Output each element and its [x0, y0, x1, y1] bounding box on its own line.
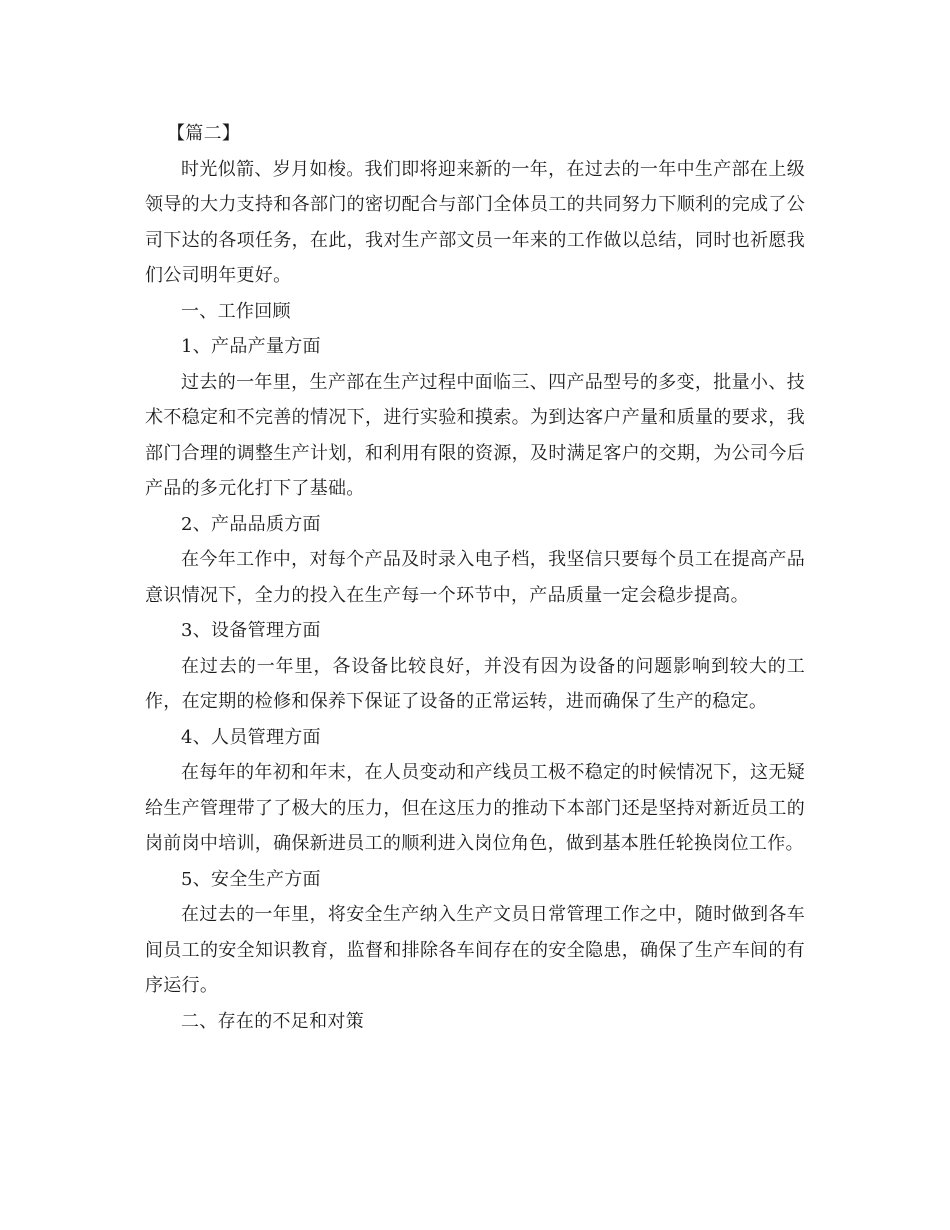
item3-paragraph: 在过去的一年里，各设备比较良好，并没有因为设备的问题影响到较大的工作，在定期的检修和保养下保证了设备的正常运转，进而确保了生产的稳定。: [145, 655, 805, 712]
item3-heading: 3、设备管理方面: [181, 620, 321, 641]
intro-paragraph: 时光似箭、岁月如梭。我们即将迎来新的一年，在过去的一年中生产部在上级领导的大力支持和各部门的密切配合与部门全体员工的共同努力下顺利的完成了公司下达的各项任务，在此，我对生产部文员一年来的工作做以总结，同时也祈愿我们公司明年更好。: [145, 158, 805, 286]
item1-heading: 1、产品产量方面: [181, 336, 321, 357]
item5-heading: 5、安全生产方面: [181, 868, 321, 890]
item2-paragraph: 在今年工作中，对每个产品及时录入电子档，我坚信只要每个员工在提高产品意识情况下，全力的投入在生产每一个环节中，产品质量一定会稳步提高。: [145, 549, 805, 606]
item4-paragraph: 在每年的年初和年末，在人员变动和产线员工极不稳定的时候情况下，这无疑给生产管理带了了极大的压力，但在这压力的推动下本部门还是坚持对新近员工的岗前岗中培训，确保新进员工的顺利进入岗位角色，做到基本胜任轮换岗位工作。: [145, 762, 805, 854]
item2-heading: 2、产品品质方面: [181, 513, 321, 535]
document-body: [145, 116, 805, 1039]
item5-paragraph: 在过去的一年里，将安全生产纳入生产文员日常管理工作之中，随时做到各车间员工的安全知识教育，监督和排除各车间存在的安全隐患，确保了生产车间的有序运行。: [145, 904, 805, 996]
section-title: 【篇二】: [167, 123, 241, 144]
item1-paragraph: 过去的一年里，生产部在生产过程中面临三、四产品型号的多变，批量小、技术不稳定和不完善的情况下，进行实验和摸索。为到达客户产量和质量的要求，我部门合理的调整生产计划，和利用有限的资源，及时满足客户的交期，为公司今后产品的多元化打下了基础。: [145, 371, 805, 499]
part2-heading: 二、存在的不足和对策: [181, 1010, 364, 1032]
part1-heading: 一、工作回顾: [181, 300, 291, 322]
item4-heading: 4、人员管理方面: [181, 726, 321, 748]
